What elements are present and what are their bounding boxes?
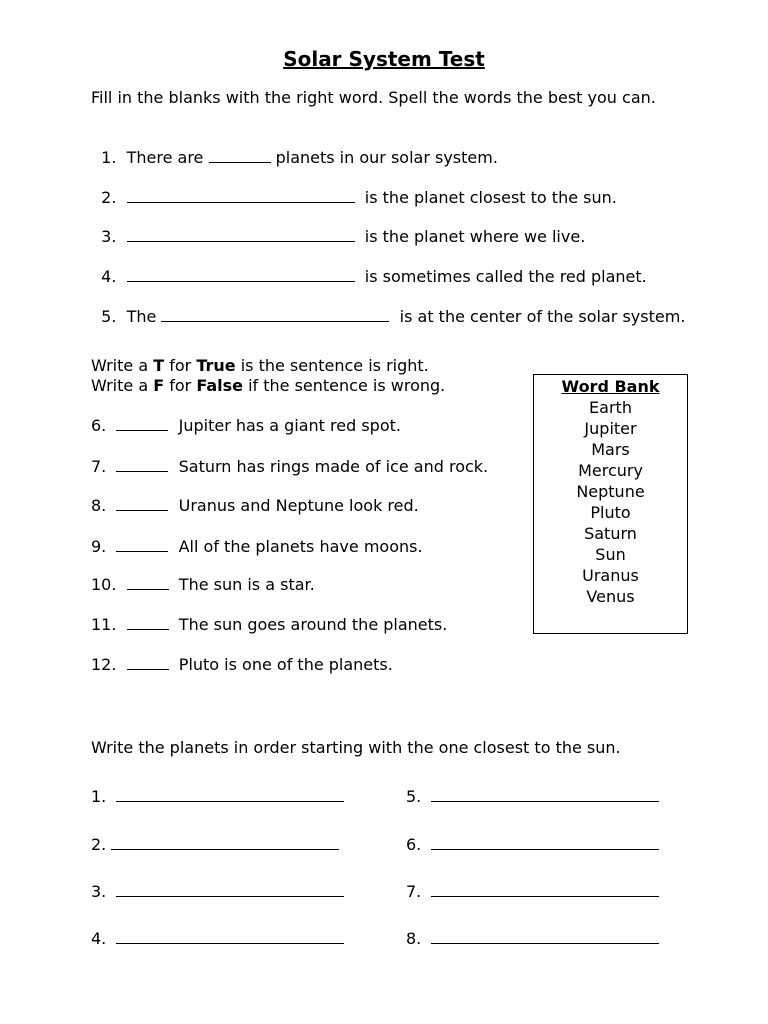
order-number: 1. bbox=[91, 787, 107, 806]
question-text-after: planets in our solar system. bbox=[275, 148, 498, 167]
instruction-text: Write a bbox=[91, 376, 154, 395]
answer-blank[interactable] bbox=[111, 834, 339, 850]
answer-blank[interactable] bbox=[161, 306, 389, 322]
order-number: 4. bbox=[91, 929, 107, 948]
answer-blank[interactable] bbox=[127, 614, 169, 630]
question-number: 10. bbox=[91, 575, 117, 594]
answer-blank[interactable] bbox=[209, 147, 271, 163]
order-number: 6. bbox=[406, 835, 422, 854]
answer-blank[interactable] bbox=[127, 574, 169, 590]
instructions: Fill in the blanks with the right word. Spell the words the best you can. bbox=[91, 88, 656, 107]
answer-blank[interactable] bbox=[127, 187, 355, 203]
order-item-6 bbox=[406, 834, 659, 855]
question-8 bbox=[91, 495, 419, 516]
order-item-5 bbox=[406, 786, 659, 807]
question-9 bbox=[91, 536, 423, 557]
word-bank-word: Neptune bbox=[576, 482, 645, 501]
question-number: 3. bbox=[101, 227, 117, 246]
answer-blank[interactable] bbox=[127, 654, 169, 670]
order-number: 3. bbox=[91, 882, 107, 901]
question-text-after: is at the center of the solar system. bbox=[399, 307, 686, 326]
answer-blank[interactable] bbox=[116, 415, 168, 431]
order-number: 7. bbox=[406, 882, 422, 901]
question-text: Pluto is one of the planets. bbox=[178, 655, 393, 674]
order-number: 2. bbox=[91, 835, 107, 854]
word-bank-word: Mars bbox=[591, 440, 630, 459]
answer-blank[interactable] bbox=[116, 456, 168, 472]
order-item-7 bbox=[406, 881, 659, 902]
question-number: 12. bbox=[91, 655, 117, 674]
order-item-3 bbox=[91, 881, 344, 902]
question-text-after: is the planet where we live. bbox=[364, 227, 586, 246]
word-bank-word: Sun bbox=[595, 545, 626, 564]
word-bank-word: Pluto bbox=[590, 503, 631, 522]
question-3 bbox=[91, 206, 585, 247]
question-number: 1. bbox=[101, 148, 117, 167]
order-item-2 bbox=[91, 834, 339, 855]
answer-blank[interactable] bbox=[116, 881, 344, 897]
tf-instruction-1 bbox=[91, 356, 429, 376]
answer-blank[interactable] bbox=[127, 226, 355, 242]
order-item-4 bbox=[91, 928, 344, 949]
answer-blank[interactable] bbox=[431, 834, 659, 850]
instruction-text: for bbox=[164, 356, 197, 375]
question-2 bbox=[91, 167, 617, 208]
answer-blank[interactable] bbox=[431, 928, 659, 944]
question-number: 4. bbox=[101, 267, 117, 286]
word-bank-word: Saturn bbox=[584, 524, 637, 543]
instruction-letter: F bbox=[153, 376, 165, 395]
word-bank bbox=[533, 374, 688, 634]
question-text-before: The bbox=[126, 307, 157, 326]
order-number: 5. bbox=[406, 787, 422, 806]
answer-blank[interactable] bbox=[116, 536, 168, 552]
question-text: All of the planets have moons. bbox=[178, 537, 423, 556]
question-text: Saturn has rings made of ice and rock. bbox=[178, 457, 489, 476]
question-text: Jupiter has a giant red spot. bbox=[178, 416, 401, 435]
question-number: 7. bbox=[91, 457, 107, 476]
word-bank-word: Venus bbox=[586, 587, 635, 606]
instruction-letter: T bbox=[153, 356, 165, 375]
question-4 bbox=[91, 246, 647, 287]
instruction-text: Write a bbox=[91, 356, 154, 375]
question-number: 8. bbox=[91, 496, 107, 515]
instruction-word: False bbox=[196, 376, 243, 395]
question-number: 6. bbox=[91, 416, 107, 435]
answer-blank[interactable] bbox=[116, 495, 168, 511]
tf-instruction-2 bbox=[91, 376, 445, 396]
question-number: 2. bbox=[101, 188, 117, 207]
word-bank-word: Uranus bbox=[582, 566, 639, 585]
instruction-word: True bbox=[196, 356, 236, 375]
question-11 bbox=[91, 614, 447, 635]
question-number: 5. bbox=[101, 307, 117, 326]
answer-blank[interactable] bbox=[116, 786, 344, 802]
question-text-after: is sometimes called the red planet. bbox=[364, 267, 647, 286]
order-instructions: Write the planets in order starting with the one closest to the sun. bbox=[91, 738, 621, 757]
question-6 bbox=[91, 415, 401, 436]
answer-blank[interactable] bbox=[116, 928, 344, 944]
order-item-1 bbox=[91, 786, 344, 807]
question-1 bbox=[91, 127, 498, 168]
word-bank-word: Jupiter bbox=[584, 419, 637, 438]
question-text: The sun is a star. bbox=[178, 575, 315, 594]
question-number: 11. bbox=[91, 615, 117, 634]
question-text: Uranus and Neptune look red. bbox=[178, 496, 419, 515]
instruction-text: for bbox=[164, 376, 197, 395]
question-text: The sun goes around the planets. bbox=[178, 615, 448, 634]
question-5 bbox=[91, 286, 685, 327]
question-10 bbox=[91, 574, 315, 595]
question-text-after: is the planet closest to the sun. bbox=[364, 188, 617, 207]
instruction-text: if the sentence is wrong. bbox=[242, 376, 446, 395]
question-12 bbox=[91, 654, 393, 675]
word-bank-word: Earth bbox=[589, 398, 632, 417]
order-item-8 bbox=[406, 928, 659, 949]
question-7 bbox=[91, 456, 488, 477]
order-number: 8. bbox=[406, 929, 422, 948]
answer-blank[interactable] bbox=[431, 786, 659, 802]
page-title: Solar System Test bbox=[283, 47, 485, 71]
answer-blank[interactable] bbox=[431, 881, 659, 897]
word-bank-title: Word Bank bbox=[561, 377, 660, 396]
word-bank-word: Mercury bbox=[578, 461, 643, 480]
question-number: 9. bbox=[91, 537, 107, 556]
question-text-before: There are bbox=[126, 148, 204, 167]
answer-blank[interactable] bbox=[127, 266, 355, 282]
instruction-text: is the sentence is right. bbox=[235, 356, 429, 375]
